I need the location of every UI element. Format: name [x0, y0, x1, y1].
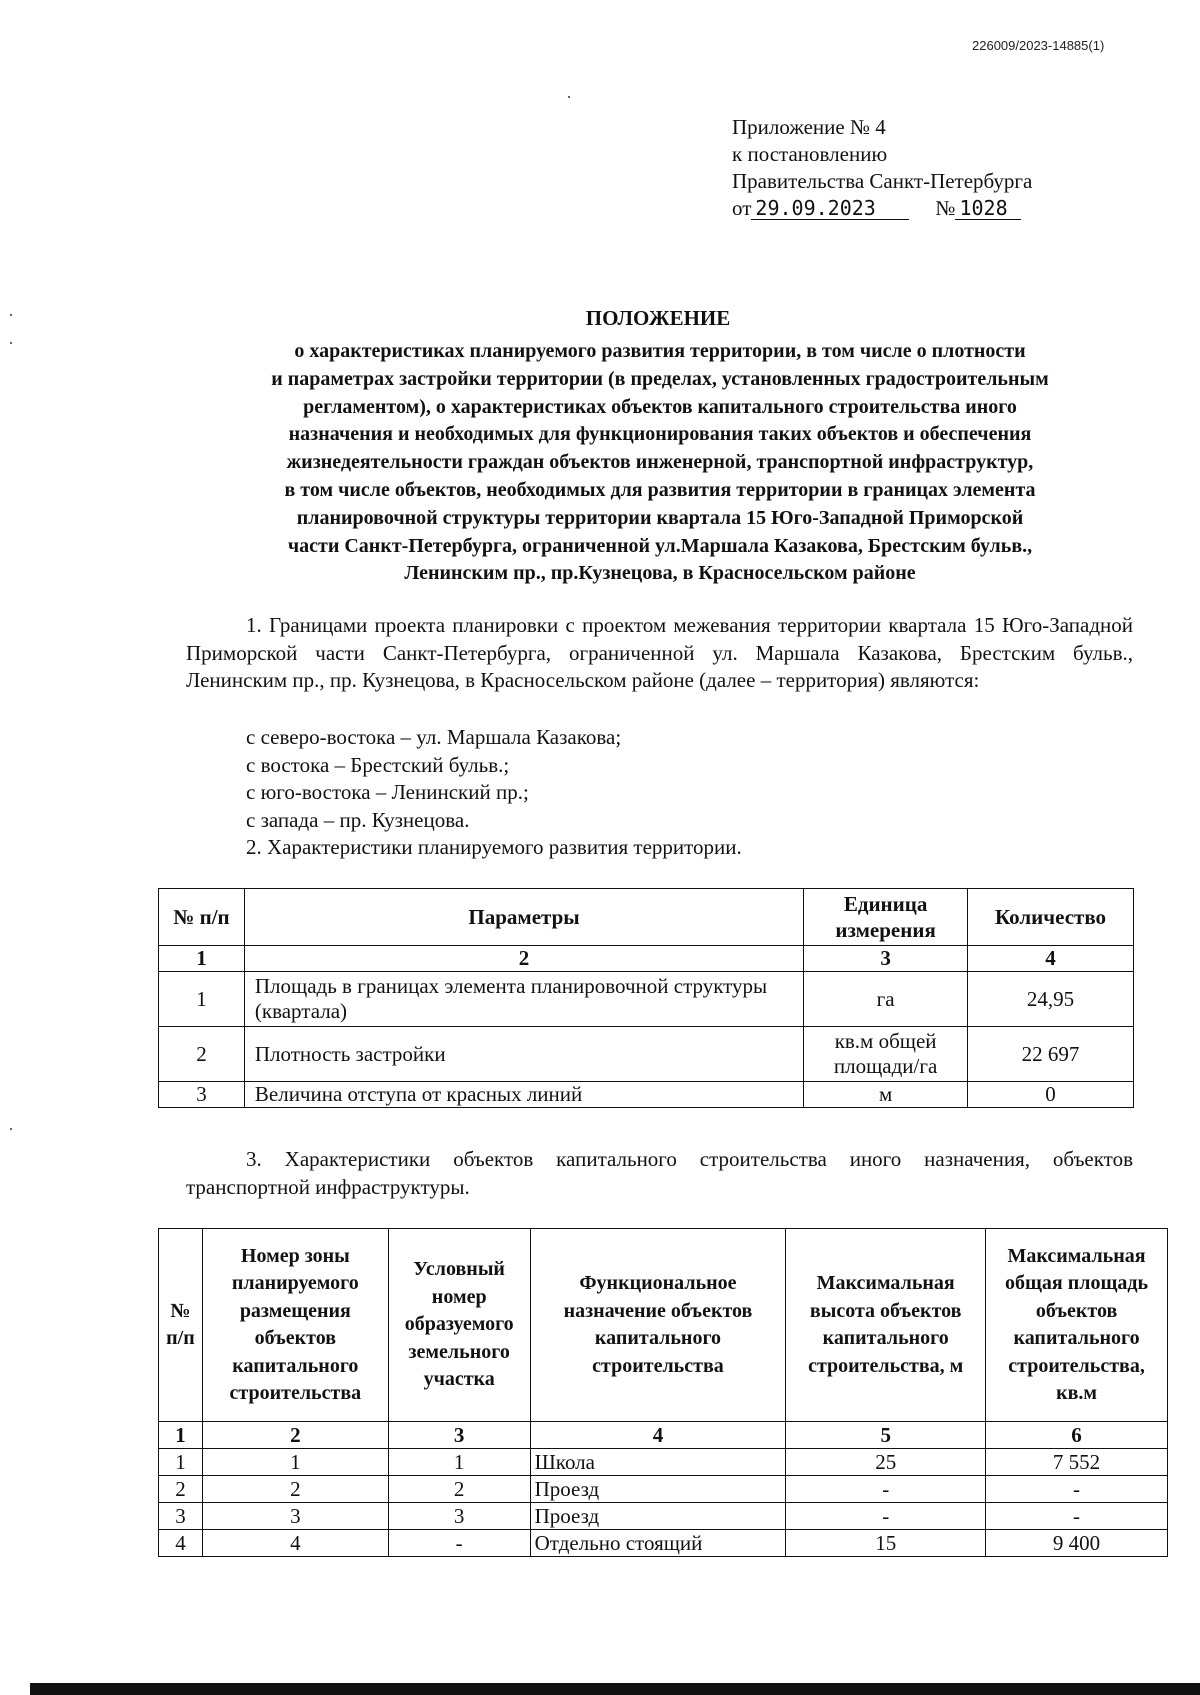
row-number: 3	[159, 1503, 203, 1530]
max-height: 25	[786, 1449, 986, 1476]
capital-construction-table	[158, 1228, 1168, 1557]
boundary-item: с запада – пр. Кузнецова.	[246, 807, 470, 832]
subtitle-line: и параметрах застройки территории (в пределах, установленных градостроительным	[271, 367, 1049, 390]
quantity: 24,95	[968, 972, 1134, 1027]
header-cell: Количество	[968, 889, 1134, 946]
subtitle-line: назначения и необходимых для функционирования таких объектов и обеспечения	[288, 423, 1032, 446]
header-cell: Параметры	[244, 889, 803, 946]
plot-number: 3	[388, 1503, 530, 1530]
plot-number: 1	[388, 1449, 530, 1476]
table-header-row	[159, 1229, 1168, 1422]
number-label: №	[935, 196, 956, 220]
section-3-heading: 3. Характеристики объектов капитального строительства иного назначения, объектов транспортной инфраструктуры.	[186, 1147, 1133, 1199]
row-number: 4	[159, 1530, 203, 1557]
max-area: 9 400	[986, 1530, 1168, 1557]
scan-speck	[10, 342, 12, 344]
header-cell: № п/п	[159, 889, 245, 946]
scan-speck	[10, 314, 12, 316]
column-number: 1	[159, 946, 245, 972]
column-number-row	[159, 946, 1134, 972]
decree-number: 1028	[955, 197, 1021, 220]
scan-speck	[10, 1128, 12, 1130]
appendix-block	[732, 114, 1032, 222]
subtitle-line: планировочной структуры территории квартала 15 Юго-Западной Приморской	[296, 506, 1024, 529]
document-subtitle	[180, 338, 1140, 588]
header-cell: Функциональное назначение объектов капитального строительства	[530, 1229, 786, 1422]
quantity: 0	[968, 1082, 1134, 1108]
header-cell: Максимальная общая площадь объектов капитального строительства, кв.м	[986, 1229, 1168, 1422]
table-header-row	[159, 889, 1134, 946]
zone-number: 2	[202, 1476, 388, 1503]
purpose: Проезд	[530, 1476, 786, 1503]
document-id: 226009/2023-14885(1)	[972, 38, 1105, 53]
unit: м	[804, 1082, 968, 1108]
subtitle-line: регламентом), о характеристиках объектов капитального строительства иного	[303, 395, 1017, 418]
header-cell: Максимальная высота объектов капитального строительства, м	[786, 1229, 986, 1422]
row-number: 3	[159, 1082, 245, 1108]
subtitle-line: жизнедеятельности граждан объектов инженерной, транспортной инфраструктур,	[286, 451, 1034, 474]
max-area: 7 552	[986, 1449, 1168, 1476]
section-2-heading: 2. Характеристики планируемого развития территории.	[246, 835, 742, 860]
max-area: -	[986, 1476, 1168, 1503]
purpose: Школа	[530, 1449, 786, 1476]
plot-number: -	[388, 1530, 530, 1557]
purpose: Проезд	[530, 1503, 786, 1530]
row-number: 1	[159, 972, 245, 1027]
zone-number: 1	[202, 1449, 388, 1476]
section-1-paragraph: 1. Границами проекта планировки с проектом межевания территории квартала 15 Юго-Западной Приморской части Санкт-Петербурга, ограниченной ул. Маршала Казакова, Брестским бульв., Ленинским пр., пр. Кузнецова, в Красносельском районе (далее – территория) являются:	[186, 613, 1133, 693]
column-number: 2	[244, 946, 803, 972]
decree-date: 29.09.2023	[751, 197, 909, 220]
zone-number: 4	[202, 1530, 388, 1557]
boundary-item: с юго-востока – Ленинский пр.;	[246, 780, 529, 805]
appendix-line: Приложение № 4	[732, 115, 886, 139]
row-number: 1	[159, 1449, 203, 1476]
scan-speck	[568, 96, 570, 98]
column-number-row	[159, 1422, 1168, 1449]
unit: га	[804, 972, 968, 1027]
decree-date-line	[732, 195, 1032, 222]
header-cell: Номер зоны планируемого размещения объектов капитального строительства	[202, 1229, 388, 1422]
column-number: 3	[388, 1422, 530, 1449]
zone-number: 3	[202, 1503, 388, 1530]
boundary-item: с северо-востока – ул. Маршала Казакова;	[246, 725, 622, 749]
parameter-name: Величина отступа от красных линий	[244, 1082, 803, 1108]
boundary-item: с востока – Брестский бульв.;	[246, 752, 510, 777]
header-cell: Условный номер образуемого земельного участка	[388, 1229, 530, 1422]
column-number: 4	[968, 946, 1134, 972]
document-title: ПОЛОЖЕНИЕ	[585, 306, 731, 330]
header-cell: № п/п	[159, 1229, 203, 1422]
column-number: 5	[786, 1422, 986, 1449]
column-number: 4	[530, 1422, 786, 1449]
column-number: 3	[804, 946, 968, 972]
table-row	[159, 1476, 1168, 1503]
territory-parameters-table	[158, 888, 1134, 1108]
column-number: 2	[202, 1422, 388, 1449]
boundary-list	[246, 724, 742, 862]
parameter-name: Площадь в границах элемента планировочной структуры (квартала)	[244, 972, 803, 1027]
appendix-line: к постановлению	[732, 142, 888, 166]
max-height: 15	[786, 1530, 986, 1557]
table-row	[159, 1530, 1168, 1557]
max-height: -	[786, 1503, 986, 1530]
scan-edge-bar	[30, 1683, 1200, 1695]
subtitle-line: о характеристиках планируемого развития территории, в том числе о плотности	[294, 340, 1026, 362]
column-number: 1	[159, 1422, 203, 1449]
from-label: от	[732, 196, 752, 220]
quantity: 22 697	[968, 1027, 1134, 1082]
plot-number: 2	[388, 1476, 530, 1503]
unit: кв.м общей площади/га	[804, 1027, 968, 1082]
row-number: 2	[159, 1027, 245, 1082]
parameter-name: Плотность застройки	[244, 1027, 803, 1082]
table-row	[159, 1503, 1168, 1530]
purpose: Отдельно стоящий	[530, 1530, 786, 1557]
max-area: -	[986, 1503, 1168, 1530]
table-row	[159, 1082, 1134, 1108]
subtitle-line: в том числе объектов, необходимых для развития территории в границах элемента	[284, 478, 1036, 501]
max-height: -	[786, 1476, 986, 1503]
table-row	[159, 1027, 1134, 1082]
table-row	[159, 1449, 1168, 1476]
subtitle-line: части Санкт-Петербурга, ограниченной ул.Маршала Казакова, Брестским бульв.,	[287, 534, 1033, 557]
column-number: 6	[986, 1422, 1168, 1449]
row-number: 2	[159, 1476, 203, 1503]
subtitle-line: Ленинским пр., пр.Кузнецова, в Красносельском районе	[404, 562, 916, 585]
appendix-line: Правительства Санкт-Петербурга	[732, 169, 1033, 193]
header-cell: Единица измерения	[804, 889, 968, 946]
table-row	[159, 972, 1134, 1027]
